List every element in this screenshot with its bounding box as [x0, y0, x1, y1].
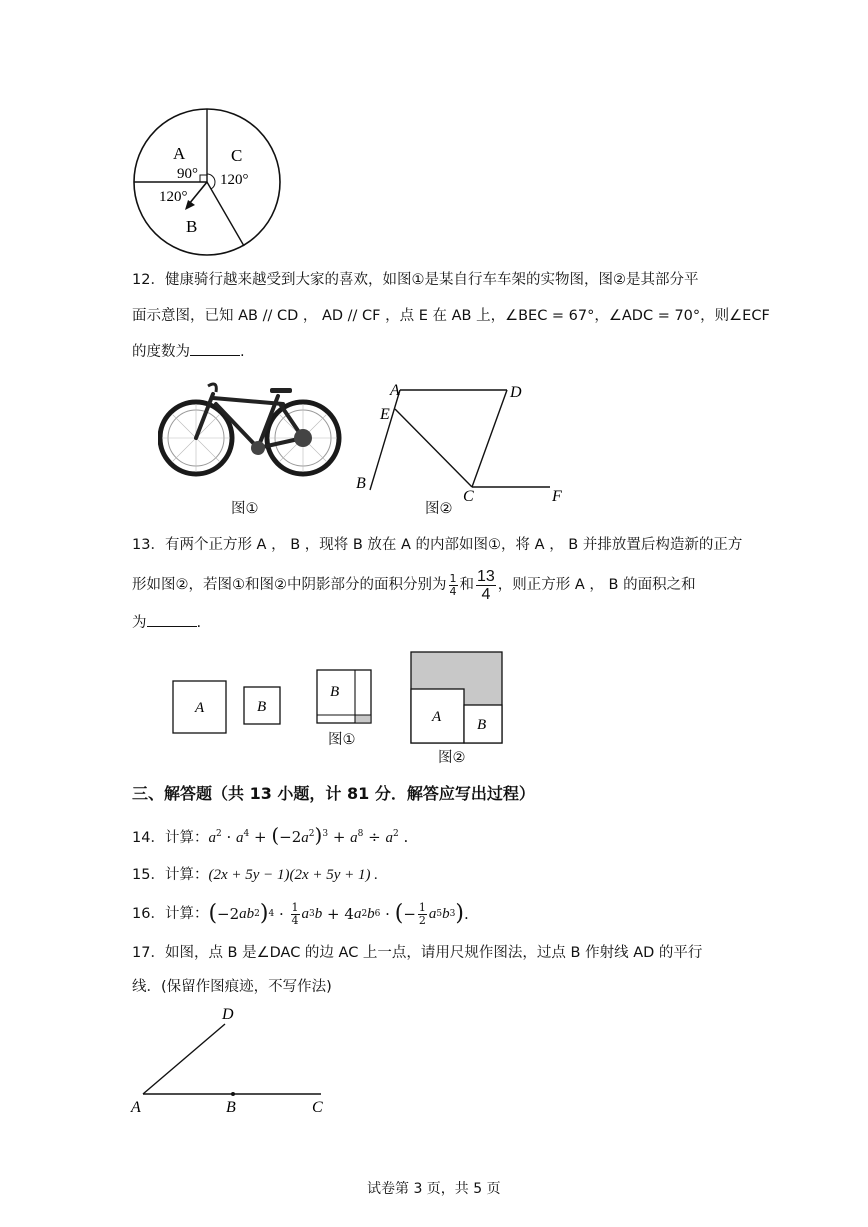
fraction-one-quarter: $\frac{1}{4}$ — [449, 571, 457, 598]
q13-line-3-end: . — [196, 615, 202, 631]
point-d: D — [510, 384, 522, 401]
q13-line-3 — [132, 612, 201, 633]
point-b: B — [356, 475, 366, 492]
q13-line-2-a: 形如图②，若图①和图②中阴影部分的面积分别为 — [132, 577, 447, 593]
q14-label: 14．计算： — [132, 830, 209, 846]
q12-line-1: 12．健康骑行越来越受到大家的喜欢，如图①是某自行车车架的实物图，图②是其部分平 — [132, 272, 699, 288]
q12-line-2: 面示意图，已知 AB // CD ， AD // CF ，点 E 在 AB 上，∠BEC = 67°，∠ADC = 70°，则∠ECF — [132, 308, 770, 324]
square-a-label: A — [195, 700, 205, 716]
point-a-label: A — [131, 1099, 141, 1116]
q12-answer-blank[interactable] — [190, 341, 240, 356]
q15-label: 15．计算： — [132, 867, 209, 883]
point-e: E — [380, 406, 390, 423]
q16-line: 16．计算： ( −2 ab 2 ) 4 · $\frac{1}{4}$ a 3 b + 4 a 2 b 6 · ( − $\frac{1}{2}$ a 5 b 3 ) . — [132, 900, 469, 927]
point-c: C — [463, 488, 474, 502]
q16-label: 16．计算： — [132, 906, 209, 922]
q15-expression: (2x + 5y − 1)(2x + 5y + 1) . — [208, 867, 379, 883]
section-3-title: 三、解答题（共 13 小题，计 81 分．解答应写出过程） — [132, 784, 535, 803]
point-f: F — [552, 488, 562, 502]
q12-line-3-end: . — [240, 344, 245, 360]
q17-line-1: 17．如图，点 B 是∠DAC 的边 AC 上一点，请用尺规作图法，过点 B 作射线 AD 的平行 — [132, 945, 703, 961]
q12-line-3-text: 的度数为 — [132, 344, 190, 360]
q13-line-2-c: ，则正方形 A ， B 的面积之和 — [497, 577, 696, 593]
q13-line-1: 13．有两个正方形 A ， B ，现将 B 放在 A 的内部如图①，将 A ， B 并排放置后构造新的正方 — [132, 537, 743, 553]
sector-label-a: A — [173, 144, 186, 163]
spinner-circle-figure — [125, 104, 290, 260]
q12-geometry-figure — [350, 378, 570, 502]
q12-fig2-caption: 图② — [425, 501, 453, 517]
square-b-label: B — [257, 699, 267, 715]
q13-fig1-caption: 图① — [328, 732, 356, 748]
q13-answer-blank[interactable] — [147, 612, 197, 627]
q17-angle-figure — [128, 1002, 338, 1118]
bicycle-photo — [158, 376, 344, 486]
angle-label-c: 120° — [220, 172, 249, 188]
q13-line-2 — [132, 567, 696, 603]
q13-line-2-b: 和 — [459, 577, 474, 593]
q12-line-3 — [132, 341, 245, 362]
angle-label-b: 120° — [159, 189, 188, 205]
fig2-square-b-label: B — [477, 717, 487, 733]
q14-line: 14．计算：$a^2 \cdot a^4 + (-2a^2)^3 + a^8 \div a^2$ . — [132, 823, 409, 847]
point-d-label: D — [222, 1006, 234, 1023]
fig1-square-b-label: B — [330, 684, 340, 700]
angle-label-a: 90° — [177, 166, 198, 182]
point-c-label: C — [312, 1099, 323, 1116]
sector-label-c: C — [231, 146, 243, 165]
point-b-label: B — [226, 1099, 236, 1116]
fraction-thirteen-quarters: $\frac{13}{4}$ — [477, 567, 495, 603]
point-a: A — [390, 382, 400, 399]
sector-label-b: B — [186, 217, 198, 236]
q13-line-3-text: 为 — [132, 615, 147, 631]
q12-fig1-caption: 图① — [231, 501, 259, 517]
page-footer: 试卷第 3 页，共 5 页 — [367, 1181, 501, 1197]
q15-line — [132, 864, 378, 885]
q13-fig2-caption: 图② — [438, 750, 466, 766]
q17-line-2: 线．(保留作图痕迹，不写作法) — [132, 979, 332, 995]
fig2-square-a-label: A — [432, 709, 442, 725]
